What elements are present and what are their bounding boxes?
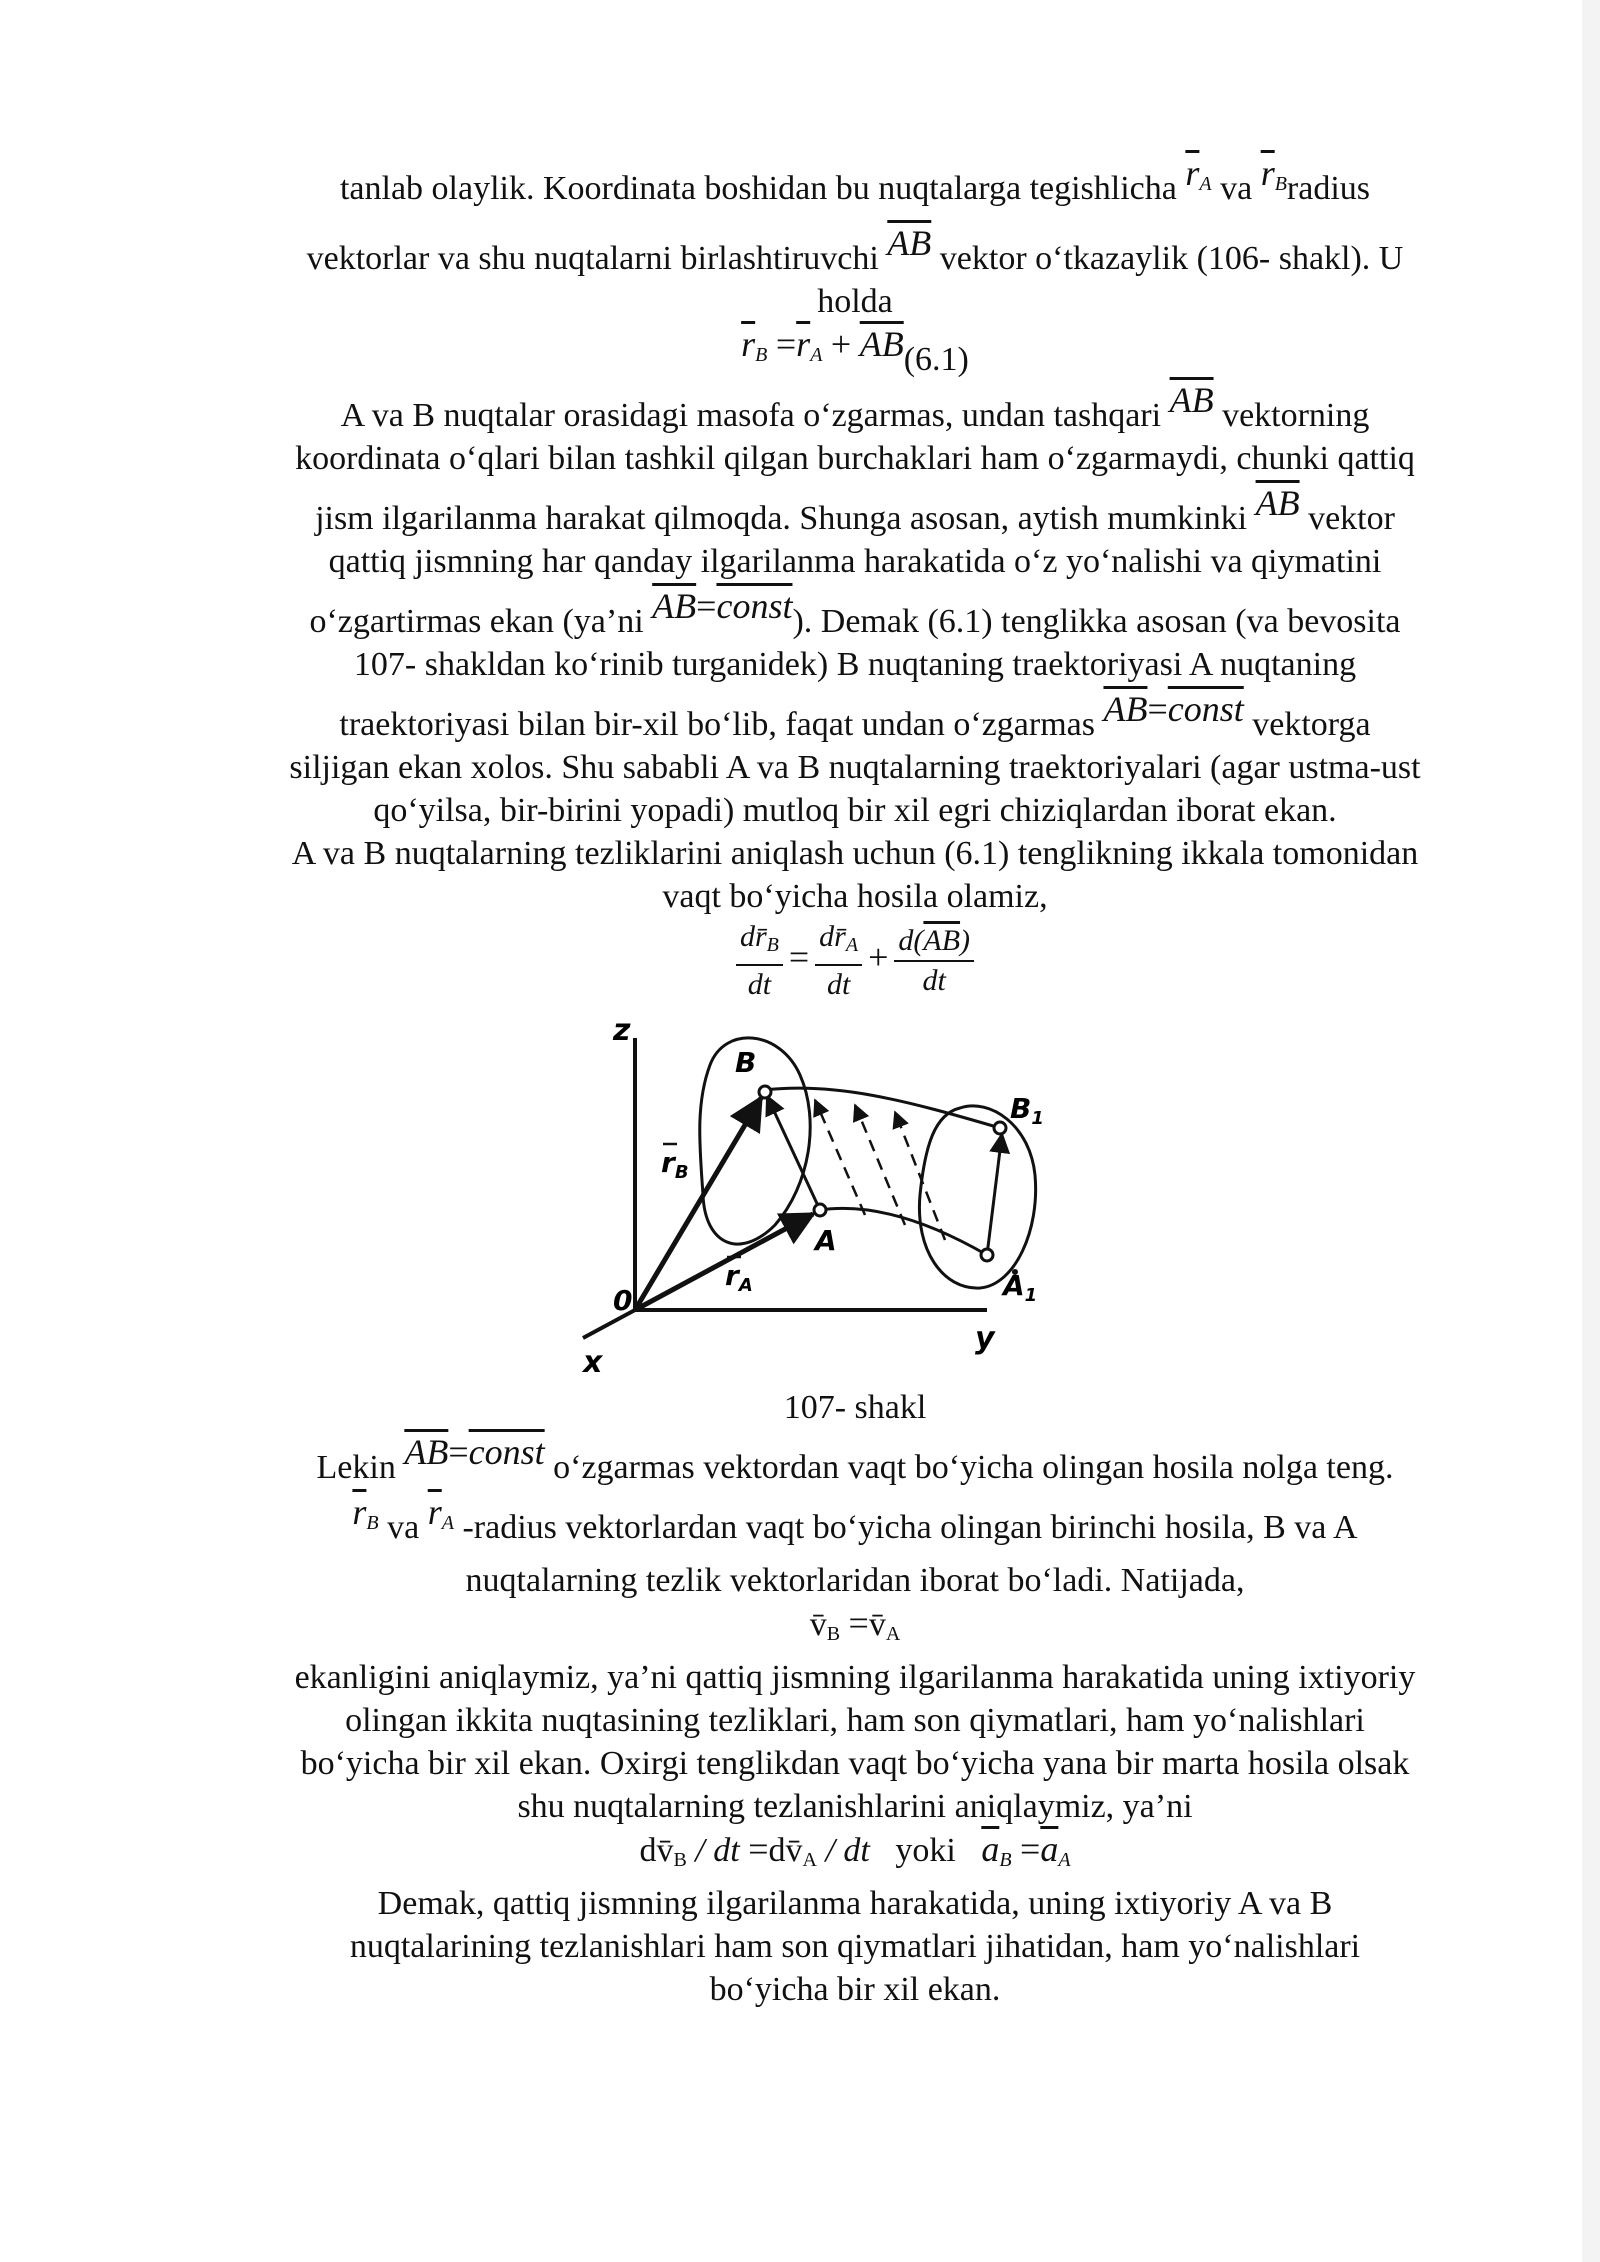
text-line	[220, 380, 1490, 437]
label-rA	[725, 1259, 753, 1296]
vector-AB: $\overline{AB}$	[1103, 689, 1148, 729]
vector-AB: $\overline{AB}$	[859, 324, 904, 364]
equals-sign: =	[448, 1432, 469, 1472]
subscript: A	[1058, 1849, 1071, 1871]
vector-AB-arrow	[767, 1096, 820, 1210]
a-symbol: $\overline{a}$	[1040, 1829, 1059, 1869]
vector-AB: $\overline{AB}$	[652, 586, 697, 626]
denominator: dt	[826, 968, 851, 1001]
text: o‘zgarmas vektordan vaqt bo‘yicha olingan hosila nolga teng.	[544, 1449, 1394, 1486]
figure-107-diagram	[575, 1010, 1135, 1380]
subscript: B	[366, 1512, 379, 1534]
text: nuqtalarning tezlik vektorlaridan iborat bo‘ladi. Natijada,	[465, 1562, 1245, 1599]
vector-rB	[352, 1492, 379, 1534]
text-line	[220, 1742, 1490, 1785]
r-symbol: $\overline{r}$	[427, 1492, 442, 1532]
label-B1-letter: B	[1010, 1092, 1032, 1125]
subscript: A	[845, 934, 859, 956]
text: va	[378, 1509, 428, 1546]
text-line	[220, 689, 1490, 746]
text-line	[220, 1882, 1490, 1925]
text-line	[220, 746, 1490, 789]
label-origin: 0	[613, 1284, 633, 1317]
text: nuqtalarining tezlanishlari ham son qiymatlari jihatidan, ham yo‘nalishlari	[349, 1928, 1361, 1965]
slash-dt: / dt	[686, 1832, 749, 1869]
v-symbol: v̄	[868, 1606, 886, 1643]
text: 107- shakldan ko‘rinib turganidek) B nuqtaning traektoriyasi A nuqtaning	[353, 646, 1357, 683]
label-A1-letter: A	[1003, 1269, 1025, 1302]
plus-sign: +	[830, 324, 852, 364]
trajectory-A	[820, 1208, 987, 1255]
const-symbol: const	[1167, 689, 1244, 729]
text-line	[220, 540, 1490, 583]
text: traektoriyasi bilan bir-xil bo‘lib, faqat undan o‘zgarmas	[339, 706, 1104, 743]
text-line	[220, 1968, 1490, 2011]
text-line	[220, 1656, 1490, 1699]
slash-dt: / dt	[816, 1832, 879, 1869]
equals-sign: =	[775, 324, 797, 364]
label-z: z	[613, 1013, 631, 1048]
text-line	[220, 223, 1490, 280]
subscript: B	[826, 1623, 841, 1645]
text-line	[220, 1432, 1490, 1489]
label-A: A	[815, 1224, 837, 1257]
subscript: B	[999, 1849, 1012, 1871]
subscript: A	[441, 1512, 454, 1534]
text: tanlab olaylik. Koordinata boshidan bu nuqtalarga tegishlicha	[339, 170, 1186, 207]
point-B1	[994, 1122, 1006, 1134]
subscript: A	[802, 1849, 817, 1871]
text: holda	[817, 283, 893, 320]
text: vektorning	[1213, 397, 1370, 434]
a-symbol: $\overline{a}$	[981, 1829, 1000, 1869]
vector-A1B1-arrow	[987, 1134, 1002, 1255]
text: ). Demak (6.1) tenglikka asosan (va bevosita	[792, 603, 1401, 640]
numerator: dr̄	[739, 920, 767, 953]
text-line	[220, 832, 1490, 875]
vector-AB: $\overline{AB}$	[923, 924, 961, 957]
text: -radius vektorlardan vaqt bo‘yicha olingan birinchi hosila, B va A	[453, 1509, 1358, 1546]
text: A va B nuqtalar orasidagi masofa o‘zgarmas, undan tashqari	[340, 397, 1170, 434]
vector-rA	[1185, 153, 1212, 195]
vector-rB	[1260, 153, 1287, 195]
numerator: )	[960, 924, 971, 957]
point-A1	[981, 1249, 993, 1261]
label-B1	[1010, 1092, 1044, 1129]
equation-velocity	[220, 1602, 1490, 1656]
label-A1	[1001, 1269, 1037, 1306]
label-x: x	[583, 1345, 603, 1380]
intermediate-vectors	[815, 1100, 945, 1240]
text: vektor o‘tkazaylik (106- shakl). U	[931, 240, 1404, 277]
text-line	[220, 1785, 1490, 1828]
figure-107	[575, 1010, 1135, 1380]
point-B	[759, 1086, 771, 1098]
fraction-dAB-dt	[894, 922, 974, 1000]
numerator: d(	[898, 924, 924, 957]
label-rB-letter: r	[661, 1146, 675, 1179]
label-rA-letter: r	[725, 1259, 739, 1292]
yoki-word: yoki	[895, 1832, 956, 1869]
text: siljigan ekan xolos. Shu sababli A va B nuqtalarning traektoriyalari (agar ustma-ust	[289, 749, 1421, 786]
equals-sign: =	[848, 1603, 869, 1643]
text: o‘zgartirmas ekan (ya’ni	[309, 603, 653, 640]
numerator: dr̄	[819, 920, 846, 953]
label-B1-index: 1	[1031, 1108, 1044, 1129]
plus-sign: +	[868, 936, 889, 977]
dv-symbol: dv̄	[639, 1832, 674, 1869]
const-symbol: const	[468, 1432, 545, 1472]
r-symbol: $\overline{r}$	[741, 324, 756, 364]
text: vektorlar va shu nuqtalarni birlashtiruvchi	[306, 240, 888, 277]
point-A	[814, 1204, 826, 1216]
document-page	[220, 150, 1490, 2011]
r-symbol: $\overline{r}$	[1260, 153, 1275, 193]
subscript: B	[766, 934, 779, 956]
label-y: y	[975, 1321, 995, 1356]
text-line	[220, 1925, 1490, 1968]
intermediate-vector	[815, 1100, 865, 1215]
text: va	[1220, 170, 1261, 207]
equation-acceleration	[220, 1828, 1490, 1882]
denominator: dt	[747, 968, 772, 1001]
text: qattiq jismning har qanday ilgarilanma harakatida o‘z yo‘nalishi va qiymatini	[328, 543, 1382, 580]
text-line	[220, 1699, 1490, 1742]
text-line	[220, 789, 1490, 832]
vector-AB: $\overline{AB}$	[404, 1432, 449, 1472]
text: jism ilgarilanma harakat qilmoqda. Shunga asosan, aytish mumkinki	[315, 500, 1256, 537]
text: bo‘yicha bir xil ekan.	[709, 1971, 1001, 2008]
label-rB	[661, 1146, 689, 1183]
v-symbol: v̄	[809, 1606, 827, 1643]
page-edge-shade	[1582, 0, 1600, 2262]
label-rB-index: B	[674, 1162, 689, 1183]
vector-AB: $\overline{AB}$	[1255, 483, 1300, 523]
text-line	[220, 586, 1490, 643]
text: bo‘yicha bir xil ekan. Oxirgi tenglikdan vaqt bo‘yicha yana bir marta hosila olsak	[300, 1745, 1410, 1782]
ab-const-expression	[652, 586, 793, 626]
figure-caption	[220, 1386, 1490, 1429]
text-line	[220, 437, 1490, 480]
subscript: A	[810, 344, 823, 366]
text-line	[220, 875, 1490, 918]
r-symbol: $\overline{r}$	[352, 1492, 367, 1532]
equals-sign: =	[1020, 1829, 1041, 1869]
caption-text: 107- shakl	[783, 1389, 927, 1426]
subscript: B	[1274, 173, 1287, 195]
text-line	[220, 483, 1490, 540]
vector-rA	[427, 1492, 454, 1534]
text-line	[220, 643, 1490, 686]
ab-const-expression	[1103, 689, 1244, 729]
r-symbol: $\overline{r}$	[1185, 153, 1200, 193]
equation-number: (6.1)	[903, 341, 969, 378]
subscript: B	[673, 1849, 687, 1871]
denominator: dt	[922, 964, 946, 997]
equation-6-1	[220, 323, 1490, 377]
fraction-drB-dt	[736, 918, 783, 1004]
text-line	[220, 1559, 1490, 1602]
text: Demak, qattiq jismning ilgarilanma harakatida, uning ixtiyoriy A va B	[377, 1885, 1333, 1922]
subscript: A	[885, 1623, 901, 1645]
label-B: B	[735, 1046, 757, 1079]
const-symbol: const	[716, 586, 793, 626]
text-line	[220, 153, 1490, 220]
text: vektor	[1299, 500, 1395, 537]
text: qo‘yilsa, bir-birini yopadi) mutloq bir xil egri chiziqlardan iborat ekan.	[373, 792, 1337, 829]
derivative-equation	[220, 918, 1490, 1004]
subscript: B	[755, 344, 768, 366]
dv-symbol: dv̄	[768, 1832, 803, 1869]
vector-AB: $\overline{AB}$	[887, 223, 932, 263]
r-symbol: $\overline{r}$	[796, 324, 811, 364]
subscript: A	[1199, 173, 1212, 195]
text: A va B nuqtalarning tezliklarini aniqlash uchun (6.1) tenglikning ikkala tomonidan	[291, 835, 1419, 872]
equals-sign: =	[696, 586, 717, 626]
equals-sign: =	[788, 936, 810, 977]
text: ekanligini aniqlaymiz, ya’ni qattiq jismning ilgarilanma harakatida uning ixtiyoriy	[294, 1659, 1416, 1696]
vector-AB: $\overline{AB}$	[1169, 380, 1214, 420]
body-position-2	[919, 1106, 1035, 1288]
ab-const-expression	[404, 1432, 545, 1472]
equals-sign: =	[1147, 689, 1168, 729]
text: Lekin	[316, 1449, 405, 1486]
label-A1-index: 1	[1024, 1285, 1038, 1306]
text-line	[220, 1492, 1490, 1559]
label-rA-index: A	[738, 1275, 753, 1296]
text-line	[220, 280, 1490, 323]
text: shu nuqtalarning tezlanishlarini aniqlaymiz, ya’ni	[517, 1788, 1193, 1825]
text: koordinata o‘qlari bilan tashkil qilgan burchaklari ham o‘zgarmaydi, chunki qattiq	[295, 440, 1415, 477]
fraction-drA-dt	[815, 918, 862, 1004]
text: vektorga	[1243, 706, 1371, 743]
text: vaqt bo‘yicha hosila olamiz,	[662, 878, 1048, 915]
equals-sign: =	[748, 1829, 769, 1869]
text: olingan ikkita nuqtasining tezliklari, ham son qiymatlari, ham yo‘nalishlari	[345, 1702, 1365, 1739]
text: radius	[1286, 170, 1371, 207]
